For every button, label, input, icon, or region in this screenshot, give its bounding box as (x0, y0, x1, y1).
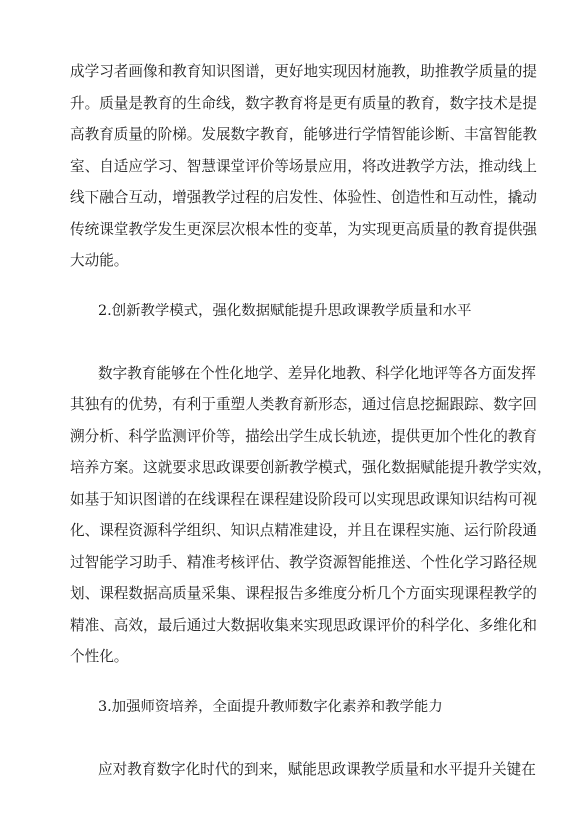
paragraph-2-line-8: 划、课程数据高质量采集、课程报告多维度分析几个方面实现课程教学的 (70, 585, 538, 602)
paragraph-1-line-1: 成学习者画像和教育知识图谱，更好地实现因材施教，助推教学质量的提 (70, 63, 538, 80)
paragraph-1-line-6: 传统课堂教学发生更深层次根本性的变革，为实现更高质量的教育提供强 (70, 221, 538, 238)
section-heading-2: 2.创新教学模式，强化数据赋能提升思政课教学质量和水平 (98, 303, 472, 319)
paragraph-2-line-9: 精准、高效，最后通过大数据收集来实现思政课评价的科学化、多维化和 (70, 617, 538, 634)
paragraph-2-line-3: 溯分析、科学监测评价等，描绘出学生成长轨迹，提供更加个性化的教育 (70, 428, 538, 445)
paragraph-1-line-3: 高教育质量的阶梯。发展数字教育，能够进行学情智能诊断、丰富智能教 (70, 126, 538, 143)
paragraph-2-line-5: 如基于知识图谱的在线课程在课程建设阶段可以实现思政课知识结构可视 (70, 491, 538, 508)
paragraph-2-line-1: 数字教育能够在个性化地学、差异化地教、科学化地评等各方面发挥 (98, 365, 536, 382)
paragraph-2-line-7: 过智能学习助手、精准考核评估、教学资源智能推送、个性化学习路径规 (70, 554, 538, 571)
paragraph-2-line-6: 化、课程资源科学组织、知识点精准建设，并且在课程实施、运行阶段通 (70, 522, 538, 539)
section-heading-3: 3.加强师资培养，全面提升教师数字化素养和教学能力 (98, 699, 443, 715)
paragraph-1-line-7: 大动能。 (70, 252, 129, 269)
paragraph-1-line-5: 线下融合互动，增强教学过程的启发性、体验性、创造性和互动性，撬动 (70, 189, 538, 206)
paragraph-1-line-4: 室、自适应学习、智慧课堂评价等场景应用，将改进教学方法，推动线上 (70, 158, 538, 175)
paragraph-2-line-2: 其独有的优势，有利于重塑人类教育新形态，通过信息挖掘跟踪、数字回 (70, 396, 538, 413)
paragraph-2-line-4: 培养方案。这就要求思政课要创新教学模式，强化数据赋能提升教学实效， (70, 459, 552, 476)
paragraph-2-line-10: 个性化。 (70, 648, 129, 665)
paragraph-1-line-2: 升。质量是教育的生命线，数字教育将是更有质量的教育，数字技术是提 (70, 95, 538, 112)
paragraph-3-line-1: 应对教育数字化时代的到来，赋能思政课教学质量和水平提升关键在 (98, 761, 536, 778)
